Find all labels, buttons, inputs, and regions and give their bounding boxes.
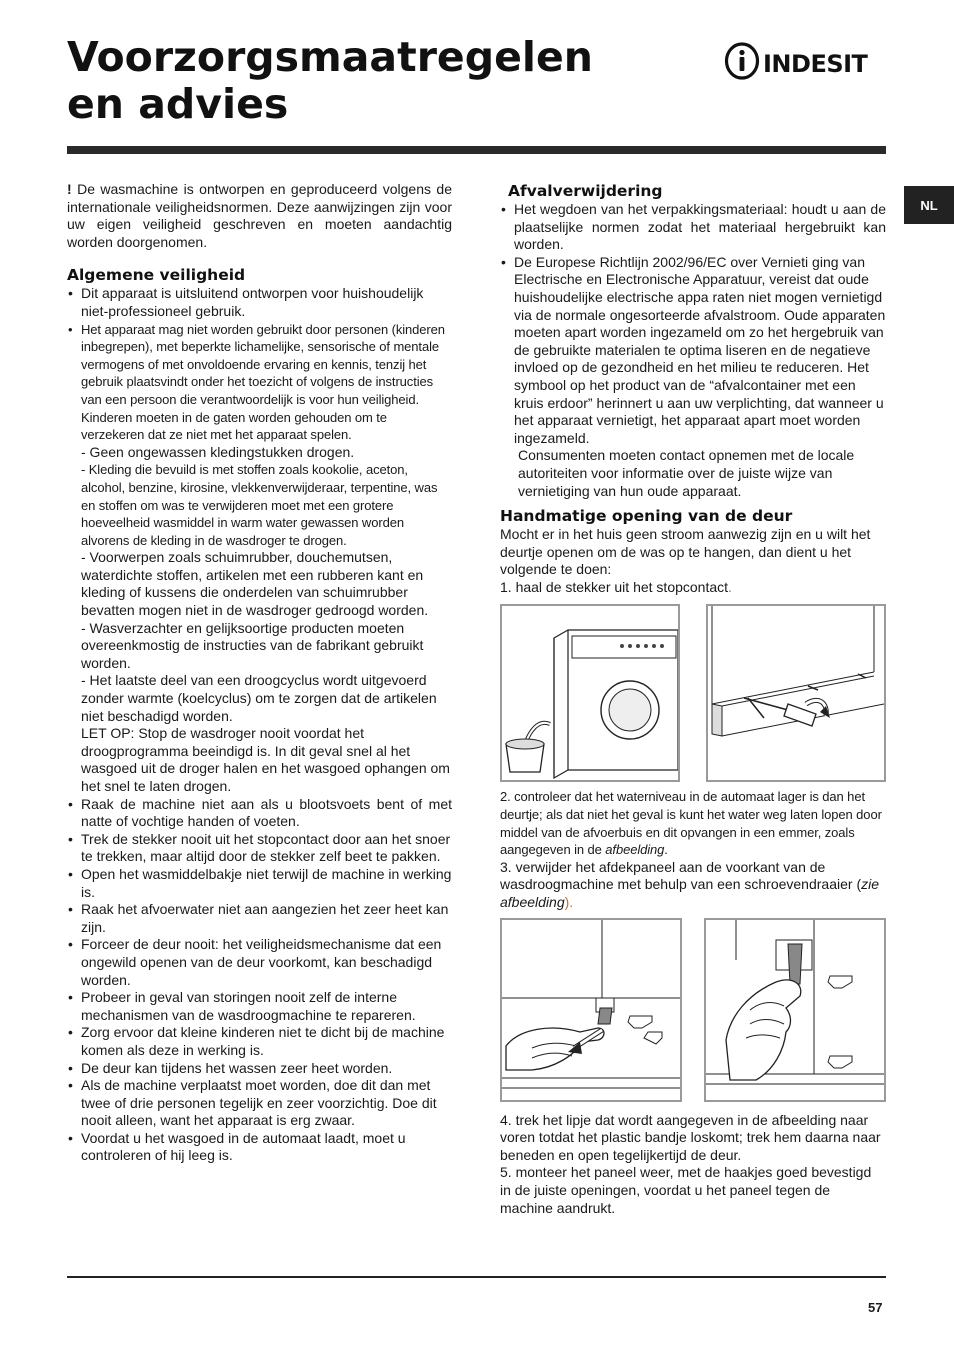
door-step-2-text: 2. controleer dat het waterniveau in de automaat lager is dan het deurtje; als dat niet het geval is kunt het water weg laten lopen door middel van de afvoerbuis en dit opvangen in een emmer, zoals aangegeven in de [500, 789, 882, 858]
left-column [67, 181, 452, 1165]
disposal-note: Consumenten moeten contact opnemen met de locale autoriteiten voor informatie over de juiste wijze van vernietiging van hun oude apparaat. [518, 447, 855, 499]
list-item-text: Het apparaat mag niet worden gebruikt door personen (kinderen inbegrepen), met beperkte lichamelijke, sensorische of mentale vermogens of met onvoldoende ervaring en kennis, tenzij het gebruik plaatsvindt onder het toezicht of volgens de instructies van een persoon die verantwoordelijk is voor hun veiligheid. Kinderen moeten in de gaten worden gehouden om te verzekeren dat ze niet met het apparaat spelen. [81, 321, 445, 443]
disposal-heading: Afvalverwijdering [508, 182, 663, 200]
intro-paragraph [67, 181, 452, 251]
title-line-1: Voorzorgsmaatregelen [67, 33, 593, 81]
safety-heading: Algemene veiligheid [67, 266, 246, 285]
pull-tab-hand-icon [502, 920, 680, 1100]
language-tab: NL [904, 186, 954, 224]
figure-panel-removal [704, 918, 886, 1102]
figure-row-1 [500, 604, 886, 782]
brand-logo-icon [723, 42, 887, 80]
top-rule [67, 146, 886, 154]
door-step-4: 4. trek het lipje dat wordt aangegeven in de afbeelding naar voren totdat het plastic bandje loskomt; trek hem daarna naar beneden en open tegelijkertijd de deur. [500, 1111, 881, 1163]
page-number: 57 [868, 1300, 883, 1315]
list-item [67, 796, 452, 831]
page-title [67, 34, 687, 128]
list-item [67, 1060, 452, 1078]
warning-mark: ! [67, 181, 72, 197]
safety-list-continued [67, 796, 452, 1165]
list-item-text: Voordat u het wasgoed in de automaat laadt, moet u controleren of hij leeg is. [81, 1129, 406, 1164]
list-item-text: Het wegdoen van het verpakkingsmateriaal: houdt u aan de plaatselijke normen zodat het materiaal hergebruikt kan worden. [514, 201, 886, 253]
list-item-text: Als de machine verplaatst moet worden, doe dit dan met twee of drie personen tegelijk en zeer voorzichtig. Doe dit nooit alleen, want het apparaat is erg zwaar. [81, 1077, 437, 1129]
door-step-3-text: 3. verwijder het afdekpaneel aan de voorkant van de wasdroogmachine met behulp van een schroevendraaier ( [500, 858, 862, 893]
list-item-text: De deur kan tijdens het wassen zeer heet worden. [81, 1059, 393, 1076]
list-item-text: De Europese Richtlijn 2002/96/EC over Vernieti ging van Electrische en Electronische Apparatuur, vereist dat oude huishoudelijke electrische appa raten niet mogen vernietigd via de normale ongesorteerde afvalstroom. Oude apparaten moeten apart worden ingezameld om zo het hergebruik van de gebruikte materialen te optima liseren en de negatieve invloed op de gezondheid en het milieu te reduceren. Het symbool op het product van de “afvalcontainer met een kruis erdoor” herinnert u aan uw verplichting, dat wanneer u het apparaat vernietigt, het apparaat apart moet worden ingezameld. [514, 253, 886, 446]
list-item-text: Forceer de deur nooit: het veiligheidsmechanisme dat een ongewild openen van de deur voorkomt, kan beschadigd worden. [81, 936, 442, 988]
step-end: . [728, 578, 732, 595]
door-step-3-end: ). [564, 894, 574, 911]
door-step-5: 5. monteer het paneel weer, met de haakjes goed bevestigd in de juiste openingen, voordat u het paneel tegen de machine aandrukt. [500, 1164, 872, 1216]
sub-item: - Voorwerpen zoals schuimrubber, douchemutsen, waterdichte stoffen, artikelen met een rubberen kant en kleding of kussens die onderdelen van schuimrubber bevatten mogen niet in de wasdroger gedroogd worden. [81, 549, 429, 619]
step-text: 1. haal de stekker uit het stopcontact [500, 578, 729, 595]
washing-machine-drain-icon [502, 606, 678, 780]
list-item-text: Probeer in geval van storingen nooit zelf de interne mechanismen van de wasdroogmachine te repareren. [81, 989, 416, 1023]
safety-sublist [67, 444, 452, 796]
figure-drain-bucket [500, 604, 680, 782]
list-item-text: Zorg ervoor dat kleine kinderen niet te dicht bij de machine komen als deze in werking is. [81, 1024, 445, 1058]
list-item [67, 901, 452, 936]
list-item [67, 831, 452, 866]
list-item [67, 285, 452, 320]
door-step-2-emphasis: afbeelding [605, 842, 665, 858]
list-item-text: Raak het afvoerwater niet aan aangezien het zeer heet kan zijn. [81, 901, 449, 935]
bottom-rule [67, 1276, 886, 1278]
sub-item: - Het laatste deel van een droogcyclus wordt uitgevoerd zonder warmte (koelcyclus) om te zorgen dat de artikelen niet beschadigd worden. [81, 672, 437, 724]
list-item [67, 866, 452, 901]
screwdriver-panel-icon [708, 606, 884, 780]
list-item [67, 1130, 452, 1165]
door-step-2-end: . [664, 842, 668, 858]
figure-screwdriver-panel [706, 604, 886, 782]
list-item [67, 321, 452, 444]
safety-list [67, 285, 452, 443]
sub-item: - Kleding die bevuild is met stoffen zoals kookolie, aceton, alcohol, benzine, kirosine, vlekkenverwijderaar, terpentine, was en stoffen om was te verwijderen moet met een grotere hoeveelheid wasmiddel in warm water gewassen worden alvorens de kleding in de wasdroger te drogen. [81, 462, 438, 548]
list-item [67, 936, 452, 989]
list-item [67, 989, 452, 1024]
list-item [500, 201, 886, 254]
figure-pull-tab [500, 918, 682, 1102]
brand-logo [723, 42, 887, 80]
title-line-2: en advies [67, 80, 289, 128]
door-step-3-emphasis: zie afbeelding [500, 876, 880, 911]
list-item-text: Raak de machine niet aan als u blootsvoets bent of met natte of vochtige handen of voeten. [81, 795, 452, 830]
list-item-text: Trek de stekker nooit uit het stopcontact door aan het snoer te trekken, maar altijd door de stekker zelf beet te pakken. [81, 830, 451, 865]
door-heading: Handmatige opening van de deur [500, 507, 793, 526]
list-item-text: Open het wasmiddelbakje niet terwijl de machine in werking is. [81, 865, 452, 900]
disposal-list [500, 201, 886, 447]
list-item-text: Dit apparaat is uitsluitend ontworpen voor huishoudelijk niet-professioneel gebruik. [81, 285, 424, 319]
right-column [500, 181, 886, 1217]
intro-text: De wasmachine is ontworpen en geproduceerd volgens de internationale veiligheidsnormen. Deze aanwijzingen zijn voor uw eigen veiligheid geschreven en moeten aandachtig worden doorgenomen. [67, 181, 452, 250]
list-item [500, 254, 886, 448]
figure-row-2 [500, 918, 886, 1102]
door-step-1 [500, 579, 886, 597]
list-item [67, 1077, 452, 1130]
brand-name: INDESIT [763, 50, 868, 78]
door-intro: Mocht er in het huis geen stroom aanwezig zijn en u wilt het deurtje openen om de was op te hangen, dan dient u het volgende te doen: [500, 526, 871, 578]
list-item [67, 1024, 452, 1059]
panel-removal-hand-icon [706, 920, 884, 1100]
sub-item: - Geen ongewassen kledingstukken drogen. [81, 443, 355, 460]
warning-note: LET OP: Stop de wasdroger nooit voordat het droogprogramma beeindigd is. In dit geval snel al het wasgoed uit de droger halen en het wasgoed ophangen om het snel te laten drogen. [81, 725, 450, 794]
sub-item: - Wasverzachter en gelijksoortige producten moeten overeenkmostig de instructies van de fabrikant gebruikt worden. [81, 619, 424, 671]
